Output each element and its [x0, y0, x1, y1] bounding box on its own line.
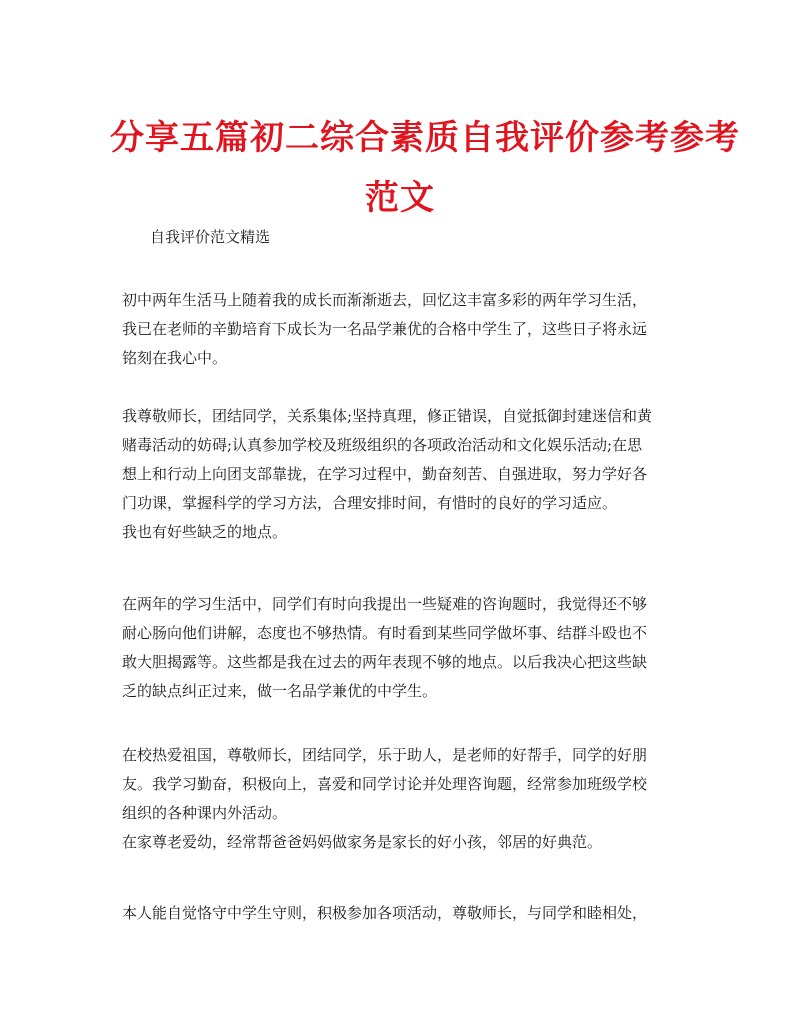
paragraph-5 [122, 899, 678, 928]
paragraph-line: 铭刻在我心中。 [122, 349, 228, 367]
document-title [110, 108, 740, 228]
paragraph-4 [122, 741, 678, 857]
paragraph-line: 敢大胆揭露等。这些都是我在过去的两年表现不够的地点。以后我决心把这些缺 [122, 653, 648, 671]
paragraph-line: 门功课，掌握科学的学习方法，合理安排时间，有惜时的良好的学习适应。 [122, 494, 618, 512]
paragraph-line: 我已在老师的辛勤培育下成长为一名品学兼优的合格中学生了，这些日子将永远 [122, 320, 648, 338]
paragraph-line: 耐心肠向他们讲解，态度也不够热情。有时看到某些同学做坏事、结群斗殴也不 [122, 624, 648, 642]
paragraph-line: 在校热爱祖国，尊敬师长，团结同学，乐于助人，是老师的好帮手，同学的好朋 [122, 746, 648, 764]
paragraph-3 [122, 590, 678, 706]
document-subtitle: 自我评价范文精选 [150, 228, 271, 246]
paragraph-line: 想上和行动上向团支部靠拢，在学习过程中，勤奋刻苦、自强进取，努力学好各 [122, 465, 648, 483]
paragraph-line: 我尊敬师长，团结同学，关系集体;坚持真理，修正错误，自觉抵御封建迷信和黄 [122, 407, 653, 425]
paragraph-line: 本人能自觉恪守中学生守则，积极参加各项活动，尊敬师长，与同学和睦相处， [122, 904, 648, 922]
title-line-2: 范文 [365, 178, 435, 218]
paragraph-line: 在家尊老爱幼，经常帮爸爸妈妈做家务是家长的好小孩，邻居的好典范。 [122, 833, 603, 851]
paragraph-2 [122, 402, 678, 547]
paragraph-1 [122, 286, 678, 373]
paragraph-line: 赌毒活动的妨碍;认真参加学校及班级组织的各项政治活动和文化娱乐活动;在思 [122, 436, 643, 454]
paragraph-line: 乏的缺点纠正过来，做一名品学兼优的中学生。 [122, 682, 438, 700]
title-line-1: 分享五篇初二综合素质自我评价参考参考 [110, 118, 740, 158]
paragraph-line: 在两年的学习生活中，同学们有时向我提出一些疑难的咨询题时，我觉得还不够 [122, 595, 648, 613]
paragraph-line: 我也有好些缺乏的地点。 [122, 523, 288, 541]
paragraph-line: 友。我学习勤奋，积极向上，喜爱和同学讨论并处理咨询题，经常参加班级学校 [122, 775, 648, 793]
paragraph-line: 组织的各种课内外活动。 [122, 804, 288, 822]
paragraph-line: 初中两年生活马上随着我的成长而渐渐逝去，回忆这丰富多彩的两年学习生活， [122, 291, 648, 309]
